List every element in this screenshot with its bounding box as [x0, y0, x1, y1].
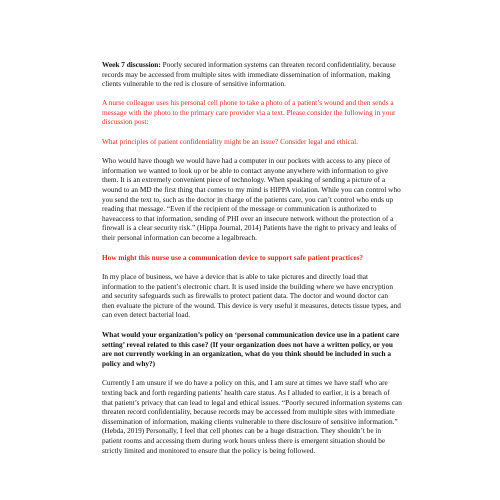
intro-paragraph [102, 60, 402, 89]
question-1: What principles of patient confidentiality might be an issue? Consider legal and ethical. [102, 136, 358, 146]
question-3: What would your organization’s policy on ‘personal communication device use in a patient care setting’ reveal related to this case? (If your organization does not have a written policy, or you are not currently working in an organization, what do you think should be included in such a policy and why?) [102, 330, 400, 368]
answer-1: Who would have though we would have had a computer in our pockets with access to any piece of information we wanted to look up or be able to contact anyone anywhere with information to give them. It is an extremely convenient piece of technology. When speaking of sending a picture of a wound to an MD the first thing that comes to my mind is HIPPA violation. While you can control who you send the text to, such as the doctor in charge of the patients care, you can’t control who ends up reading that message. “Even if the recipient of the message or communication is authorized to haveaccess to that information, sending of PHI over an insecure network without the protection of a firewall is a clear security risk.” (Hippa Journal, 2014) Patients have the right to privacy and leaks of their personal information can become a legalbreach. [102, 156, 401, 242]
intro-label: Week 7 discussion: [102, 60, 161, 69]
answer-2: In my place of business, we have a device that is able to take pictures and directly load that information to the patient’s electronic chart. It is used inside the building where we have encryption and security safeguards such as firewalls to protect patient data. The doctor and wound doctor can then evaluate the picture of the wound. This device is very useful it measures, detects tissue types, and can even detect bacterial load. [102, 272, 401, 320]
scenario-paragraph: A nurse colleague uses his personal cell phone to take a photo of a patient’s wound and then sends a message with the photo to the primary care provider via a text. Please consider the following in your discussion post: [102, 98, 396, 127]
question-2: How might this nurse use a communication device to support safe patient practices? [102, 252, 364, 262]
document-page [102, 60, 402, 455]
answer-3: Currently I am unsure if we do have a policy on this, and I am sure at times we have staff who are texting back and forth regarding patients’ health care status. As I alluded to earlier, it is a breach of that patient’s privacy that can lead to legal and ethical issues. “Poorly secured information systems can threaten record confidentiality, because records may be accessed from multiple sites with immediate dissemination of information, making clients vulnerable to there disclosure of sensitive information.” (Hebda, 2019) Personally, I feel that cell phones can be a huge distraction. They shouldn’t be in patient rooms and accessing them during work hours unless there is emergent situation should be strictly limited and monitored to ensure that the policy is being followed. [102, 378, 402, 455]
intro-text: Poorly secured information systems can threaten record confidentiality, because records may be accessed from multiple sites with immediate dissemination of information, making clients vulnerable to the red is closure of sensitive information. [102, 60, 396, 89]
